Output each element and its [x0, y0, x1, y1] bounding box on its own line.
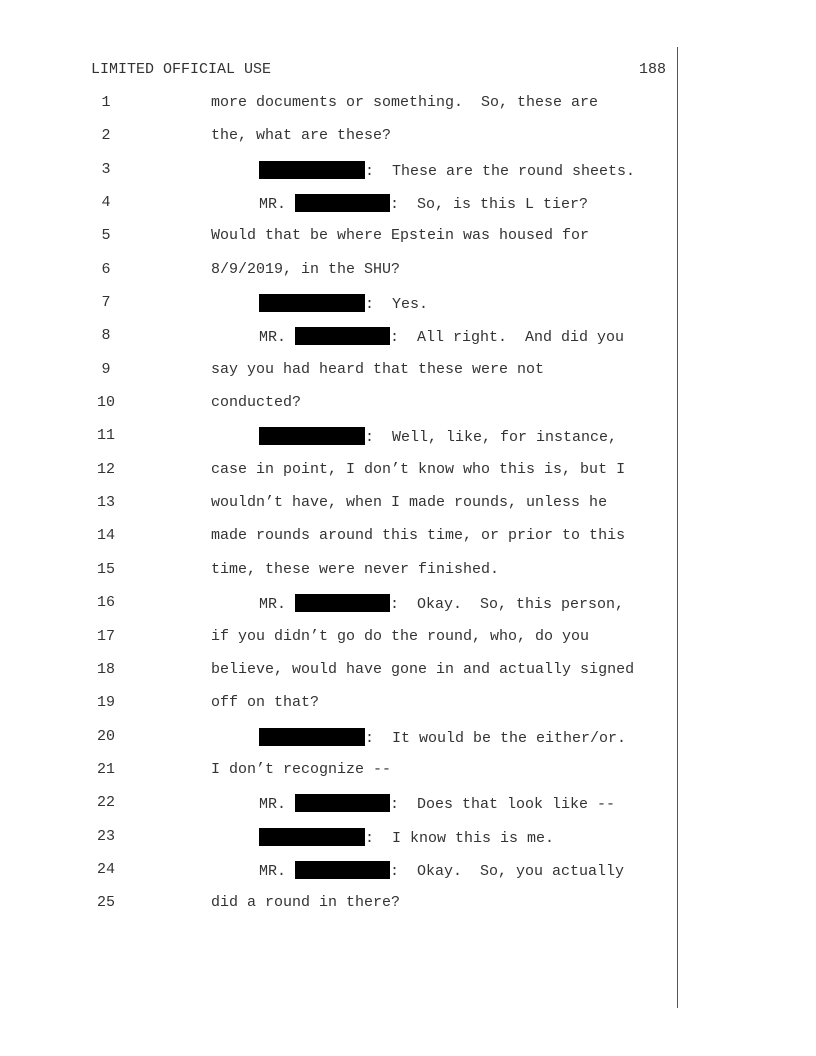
transcript-line	[0, 461, 676, 494]
line-text	[259, 828, 554, 847]
transcript-line	[0, 361, 676, 394]
line-content: : Does that look like --	[390, 796, 616, 814]
transcript-line	[0, 561, 676, 594]
redaction-block	[295, 327, 390, 345]
speaker-prefix: MR.	[259, 196, 296, 214]
redaction-block	[259, 161, 365, 179]
line-text	[211, 494, 607, 511]
redaction-block	[259, 294, 365, 312]
line-text	[211, 628, 589, 645]
transcript-line	[0, 261, 676, 294]
redaction-block	[295, 194, 390, 212]
speaker-prefix: MR.	[259, 596, 296, 614]
line-content: made rounds around this time, or prior to this	[211, 527, 626, 545]
line-text	[211, 394, 301, 411]
line-number: 7	[101, 294, 111, 312]
redaction-block	[259, 828, 365, 846]
line-text	[211, 94, 598, 111]
line-number: 25	[96, 894, 115, 912]
line-text	[211, 127, 391, 144]
line-content: I don’t recognize --	[211, 760, 392, 778]
transcript-line	[0, 694, 676, 727]
redaction-block	[259, 427, 365, 445]
line-content: : Yes.	[365, 296, 429, 314]
line-number: 22	[96, 794, 115, 812]
line-text	[259, 161, 635, 180]
line-content: : All right. And did you	[390, 329, 625, 347]
line-content: : These are the round sheets.	[365, 162, 636, 180]
line-content: time, these were never finished.	[211, 560, 500, 578]
line-content: : Okay. So, this person,	[390, 596, 625, 614]
line-text	[259, 794, 615, 813]
transcript-line	[0, 161, 676, 194]
line-text	[259, 427, 617, 446]
transcript-line	[0, 327, 676, 360]
line-text	[259, 594, 624, 613]
line-content: say you had heard that these were not	[211, 360, 545, 378]
line-content: conducted?	[211, 394, 302, 412]
transcript-line	[0, 427, 676, 460]
line-content: did a round in there?	[211, 894, 401, 912]
line-text	[259, 194, 588, 213]
transcript-line	[0, 794, 676, 827]
line-number: 15	[96, 560, 115, 578]
line-number: 19	[96, 694, 115, 712]
line-content: wouldn’t have, when I made rounds, unless he	[211, 494, 608, 512]
line-number: 17	[96, 627, 115, 645]
transcript-line	[0, 227, 676, 260]
transcript-line	[0, 828, 676, 861]
line-content: : It would be the either/or.	[365, 729, 627, 747]
redaction-block	[295, 861, 390, 879]
transcript-line	[0, 761, 676, 794]
transcript-line	[0, 94, 676, 127]
line-number: 14	[96, 527, 115, 545]
line-text	[211, 261, 400, 278]
line-number: 3	[101, 160, 111, 178]
line-text	[211, 661, 634, 678]
line-number: 24	[96, 860, 115, 878]
line-content: the, what are these?	[211, 127, 392, 145]
redaction-block	[295, 794, 390, 812]
line-content: : Okay. So, you actually	[390, 862, 625, 880]
line-text	[259, 861, 624, 880]
line-text	[211, 227, 589, 244]
line-content: believe, would have gone in and actually signed	[211, 660, 635, 678]
speaker-prefix: MR.	[259, 862, 296, 880]
transcript-line	[0, 628, 676, 661]
transcript-line	[0, 861, 676, 894]
transcript-line	[0, 661, 676, 694]
redaction-block	[295, 594, 390, 612]
line-text	[211, 527, 625, 544]
line-number: 4	[101, 194, 111, 212]
line-content: : Well, like, for instance,	[365, 429, 618, 447]
line-content: : So, is this L tier?	[390, 196, 589, 214]
speaker-prefix: MR.	[259, 796, 296, 814]
line-number: 20	[96, 727, 115, 745]
transcript-line	[0, 728, 676, 761]
line-content: 8/9/2019, in the SHU?	[211, 260, 401, 278]
line-number: 11	[96, 427, 115, 445]
line-text	[211, 361, 544, 378]
line-number: 18	[96, 660, 115, 678]
line-content: more documents or something. So, these are	[211, 94, 599, 111]
transcript-line	[0, 294, 676, 327]
line-text	[259, 327, 624, 346]
line-number: 1	[101, 94, 111, 111]
line-number: 16	[96, 594, 115, 612]
line-number: 9	[101, 360, 111, 378]
line-content: case in point, I don’t know who this is, but I	[211, 460, 626, 478]
line-number: 6	[101, 260, 111, 278]
line-text	[211, 561, 499, 578]
classification-header: LIMITED OFFICIAL USE	[91, 61, 272, 78]
page-number: 188	[638, 61, 666, 78]
line-number: 21	[96, 760, 115, 778]
redaction-block	[259, 728, 365, 746]
line-number: 13	[96, 494, 115, 512]
line-text	[211, 694, 319, 711]
transcript-line	[0, 894, 676, 927]
transcript-line	[0, 127, 676, 160]
line-number: 23	[96, 827, 115, 845]
transcript-line	[0, 594, 676, 627]
line-number: 8	[101, 327, 111, 345]
line-content: off on that?	[211, 694, 320, 712]
transcript-line	[0, 494, 676, 527]
line-text	[259, 294, 428, 313]
line-content: Would that be where Epstein was housed for	[211, 227, 590, 245]
line-text	[211, 761, 391, 778]
transcript-line	[0, 527, 676, 560]
transcript-line	[0, 394, 676, 427]
transcript-lines	[0, 94, 676, 928]
transcript-line	[0, 194, 676, 227]
line-number: 10	[96, 394, 115, 412]
margin-rule	[677, 47, 678, 1008]
line-content: : I know this is me.	[365, 829, 555, 847]
line-text	[211, 894, 400, 911]
line-content: if you didn’t go do the round, who, do you	[211, 627, 590, 645]
line-text	[211, 461, 625, 478]
line-number: 2	[101, 127, 111, 145]
speaker-prefix: MR.	[259, 329, 296, 347]
line-number: 5	[101, 227, 111, 245]
line-text	[259, 728, 626, 747]
line-number: 12	[96, 460, 115, 478]
